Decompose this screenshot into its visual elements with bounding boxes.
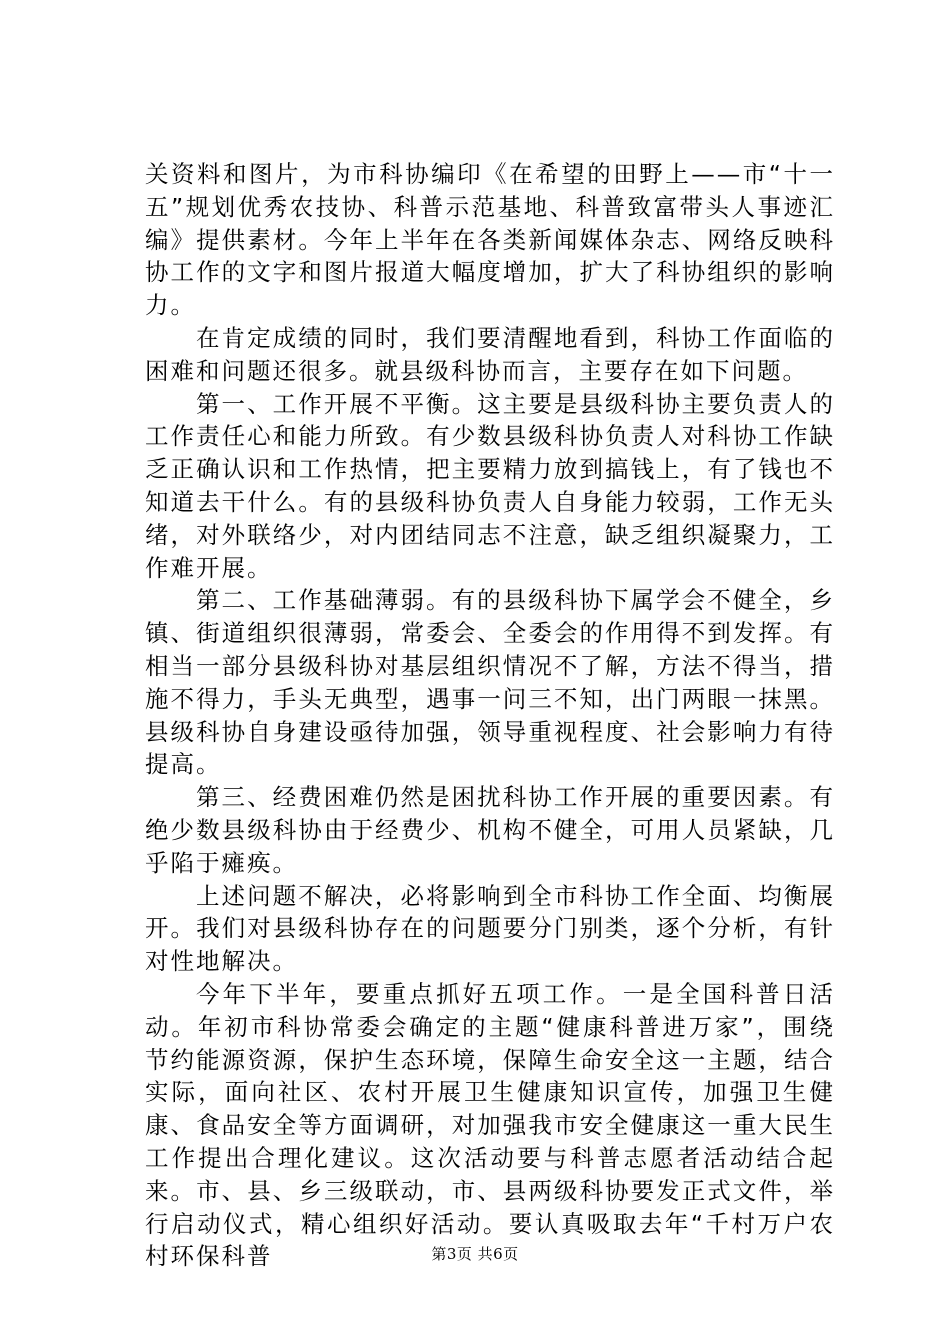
page-number-footer: 第3页 共6页 bbox=[431, 1245, 519, 1263]
paragraph-second-half-plan: 今年下半年，要重点抓好五项工作。一是全国科普日活动。年初市科协常委会确定的主题“健康科普进万家”，围绕节约能源资源，保护生态环境，保障生命安全这一主题，结合实际，面向社区、农村开展卫生健康知识宣传，加强卫生健康、食品安全等方面调研，对加强我市安全健康这一重大民生工作提出合理化建议。这次活动要与科普志愿者活动结合起来。市、县、乡三级联动，市、县两级科协要发正式文件，举行启动仪式，精心组织好活动。要认真吸取去年“千村万户农村环保科普 bbox=[145, 979, 835, 1271]
paragraph-problem-two: 第二、工作基础薄弱。有的县级科协下属学会不健全，乡镇、街道组织很薄弱，常委会、全委会的作用得不到发挥。有相当一部分县级科协对基层组织情况不了解，方法不得当，措施不得力，手头无典型，遇事一问三不知，出门两眼一抹黑。县级科协自身建设亟待加强，领导重视程度、社会影响力有待提高。 bbox=[145, 586, 835, 779]
paragraph-problems-summary: 上述问题不解决，必将影响到全市科协工作全面、均衡展开。我们对县级科协存在的问题要分门别类，逐个分析，有针对性地解决。 bbox=[145, 881, 835, 976]
paragraph-problems-intro: 在肯定成绩的同时，我们要清醒地看到，科协工作面临的困难和问题还很多。就县级科协而言，主要存在如下问题。 bbox=[145, 323, 835, 385]
paragraph-continuation: 关资料和图片，为市科协编印《在希望的田野上——市“十一五”规划优秀农技协、科普示范基地、科普致富带头人事迹汇编》提供素材。今年上半年在各类新闻媒体杂志、网络反映科协工作的文字和图片报道大幅度增加，扩大了科协组织的影响力。 bbox=[145, 160, 835, 320]
paragraph-problem-one: 第一、工作开展不平衡。这主要是县级科协主要负责人的工作责任心和能力所致。有少数县级科协负责人对科协工作缺乏正确认识和工作热情，把主要精力放到搞钱上，有了钱也不知道去干什么。有的县级科协负责人自身能力较弱，工作无头绪，对外联络少，对内团结同志不注意，缺乏组织凝聚力，工作难开展。 bbox=[145, 389, 835, 582]
document-body bbox=[145, 158, 835, 1273]
paragraph-problem-three: 第三、经费困难仍然是困扰科协工作开展的重要因素。有绝少数县级科协由于经费少、机构不健全，可用人员紧缺，几乎陷于瘫痪。 bbox=[145, 783, 835, 877]
